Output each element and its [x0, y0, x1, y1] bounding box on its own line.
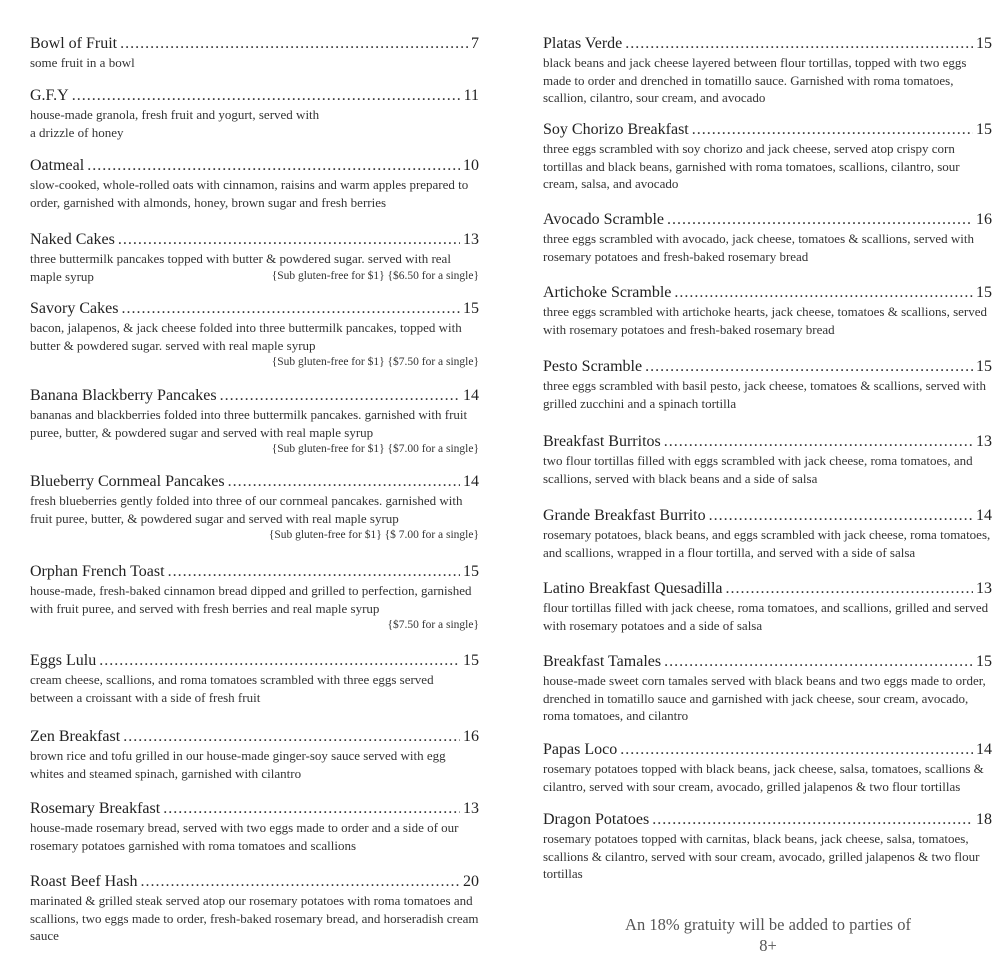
leader-dots — [87, 156, 460, 175]
leader-dots — [645, 357, 973, 376]
leader-dots — [121, 299, 460, 318]
leader-dots — [652, 810, 973, 829]
item-price: 15 — [976, 35, 992, 52]
item-price: 15 — [976, 653, 992, 670]
menu-item — [30, 872, 479, 945]
item-price: 13 — [976, 580, 992, 597]
item-price: 15 — [463, 652, 479, 669]
menu-item — [543, 432, 992, 487]
item-description: rosemary potatoes, black beans, and eggs scrambled with jack cheese, roma tomatoes, and scallions, wrapped in a flour tortilla, and served with a side of salsa — [543, 527, 991, 560]
menu-item — [30, 472, 479, 544]
item-description: three eggs scrambled with artichoke hearts, jack cheese, tomatoes & scallions, served with rosemary potatoes and fresh-baked rosemary bread — [543, 304, 988, 337]
item-note: {$7.50 for a single} — [387, 619, 479, 631]
item-name: Bowl of Fruit — [30, 35, 118, 52]
item-name: Orphan French Toast — [30, 563, 165, 580]
item-description: house-made, fresh-baked cinnamon bread dipped and grilled to perfection, garnished with fruit puree, and served with fresh berries and real maple syrup — [30, 583, 472, 616]
menu-item — [543, 357, 992, 412]
leader-dots — [118, 230, 460, 249]
item-description: three eggs scrambled with basil pesto, jack cheese, tomatoes & scallions, served with grilled zucchini and a spinach tortilla — [543, 378, 986, 411]
leader-dots — [123, 727, 460, 746]
leader-dots — [168, 562, 460, 581]
menu-item — [30, 651, 479, 706]
item-price: 10 — [463, 157, 479, 174]
menu-item — [543, 740, 992, 795]
menu-item — [543, 810, 992, 883]
item-name: Roast Beef Hash — [30, 873, 138, 890]
item-price: 16 — [463, 728, 479, 745]
item-price: 15 — [463, 563, 479, 580]
item-description: three eggs scrambled with soy chorizo and jack cheese, served atop crispy corn tortillas and black beans, garnished with roma tomatoes, scallions, cilantro, sour cream, salsa, and avocado — [543, 141, 960, 191]
item-description: rosemary potatoes topped with carnitas, black beans, jack cheese, salsa, tomatoes, scallions & cilantro, served with sour cream, avocado, grilled jalapenos & two flour tortillas — [543, 831, 980, 881]
item-description: house-made granola, fresh fruit and yogurt, served with a drizzle of honey — [30, 107, 320, 140]
leader-dots — [664, 652, 973, 671]
item-name: Banana Blackberry Pancakes — [30, 387, 217, 404]
item-description: black beans and jack cheese layered between flour tortillas, topped with two eggs made to order and drenched in tomatillo sauce. Garnished with roma tomatoes, scallion, cilantro, sour cream, and avocado — [543, 55, 967, 105]
item-name: Avocado Scramble — [543, 211, 664, 228]
leader-dots — [228, 472, 460, 491]
item-name: Grande Breakfast Burrito — [543, 507, 706, 524]
item-description: some fruit in a bowl — [30, 55, 135, 70]
menu-item — [30, 386, 479, 458]
item-price: 16 — [976, 211, 992, 228]
item-price: 18 — [976, 811, 992, 828]
item-name: Eggs Lulu — [30, 652, 97, 669]
item-note: {Sub gluten-free for $1} {$6.50 for a single} — [271, 270, 479, 282]
leader-dots — [220, 386, 460, 405]
item-name: Breakfast Burritos — [543, 433, 661, 450]
item-price: 15 — [976, 284, 992, 301]
menu-item — [30, 799, 479, 854]
item-description: three buttermilk pancakes topped with butter & powdered sugar. served with real maple syrup — [30, 251, 451, 284]
menu-item — [30, 156, 479, 211]
leader-dots — [692, 120, 973, 139]
item-name: Artichoke Scramble — [543, 284, 672, 301]
item-description: slow-cooked, whole-rolled oats with cinnamon, raisins and warm apples prepared to order, garnished with almonds, honey, brown sugar and fresh berries — [30, 177, 469, 210]
item-name: Oatmeal — [30, 157, 85, 174]
item-description: house-made rosemary bread, served with two eggs made to order and a side of our rosemary potatoes garnished with roma tomatoes and scallions — [30, 820, 459, 853]
item-description: fresh blueberries gently folded into three of our cornmeal pancakes. garnished with fruit puree, butter, & powdered sugar and served with real maple syrup — [30, 493, 463, 526]
leader-dots — [163, 799, 460, 818]
item-note: {Sub gluten-free for $1} {$7.00 for a single} — [271, 443, 479, 455]
item-price: 14 — [463, 473, 479, 490]
item-description: two flour tortillas filled with eggs scrambled with jack cheese, roma tomatoes, and scallions, served with black beans and a side of salsa — [543, 453, 973, 486]
menu-item — [543, 210, 992, 265]
gratuity-notice: An 18% gratuity will be added to parties of 8+ — [625, 915, 911, 955]
leader-dots — [99, 651, 460, 670]
item-name: Pesto Scramble — [543, 358, 643, 375]
item-price: 14 — [463, 387, 479, 404]
item-price: 14 — [976, 741, 992, 758]
item-price: 15 — [976, 121, 992, 138]
item-description: bananas and blackberries folded into three buttermilk pancakes. garnished with fruit puree, butter, & powdered sugar and served with real maple syrup — [30, 407, 468, 440]
item-name: Savory Cakes — [30, 300, 119, 317]
leader-dots — [72, 86, 461, 105]
leader-dots — [674, 283, 973, 302]
leader-dots — [709, 506, 973, 525]
item-name: Platas Verde — [543, 35, 623, 52]
item-note: {Sub gluten-free for $1} {$7.50 for a single} — [271, 356, 479, 368]
item-name: Rosemary Breakfast — [30, 800, 161, 817]
menu-item — [30, 562, 479, 634]
leader-dots — [664, 432, 973, 451]
menu-item — [30, 34, 479, 72]
menu-item — [543, 506, 992, 561]
item-description: house-made sweet corn tamales served with black beans and two eggs made to order, drenched in tomatillo sauce and garnished with jack cheese, sour cream, avocado, roma tomatoes, and cilantro — [543, 673, 986, 723]
item-price: 20 — [463, 873, 479, 890]
item-price: 13 — [463, 231, 479, 248]
item-description: cream cheese, scallions, and roma tomatoes scrambled with three eggs served between a croissant with a side of fresh fruit — [30, 672, 434, 705]
item-name: Naked Cakes — [30, 231, 115, 248]
menu-item — [543, 34, 992, 107]
item-note: {Sub gluten-free for $1} {$ 7.00 for a single} — [268, 529, 479, 541]
item-price: 11 — [463, 87, 479, 104]
leader-dots — [726, 579, 974, 598]
menu-item — [30, 727, 479, 782]
menu-item — [543, 579, 992, 634]
leader-dots — [141, 872, 460, 891]
item-name: G.F.Y — [30, 87, 69, 104]
menu-item — [30, 86, 479, 141]
leader-dots — [120, 34, 468, 53]
item-price: 14 — [976, 507, 992, 524]
item-price: 7 — [471, 35, 479, 52]
item-price: 15 — [976, 358, 992, 375]
item-description: rosemary potatoes topped with black beans, jack cheese, salsa, tomatoes, scallions & cilantro, served with sour cream, avocado, grilled jalapenos & two flour tortillas — [543, 761, 984, 794]
leader-dots — [620, 740, 973, 759]
menu-item — [543, 283, 992, 338]
item-description: brown rice and tofu grilled in our house-made ginger-soy sauce served with egg whites and steamed spinach, garnished with cilantro — [30, 748, 446, 781]
item-description: bacon, jalapenos, & jack cheese folded into three buttermilk pancakes, topped with butter & powdered sugar. served with real maple syrup — [30, 320, 462, 353]
leader-dots — [667, 210, 973, 229]
item-name: Breakfast Tamales — [543, 653, 662, 670]
item-description: three eggs scrambled with avocado, jack cheese, tomatoes & scallions, served with rosemary potatoes and fresh-baked rosemary bread — [543, 231, 975, 264]
leader-dots — [625, 34, 973, 53]
item-name: Blueberry Cornmeal Pancakes — [30, 473, 225, 490]
item-price: 13 — [976, 433, 992, 450]
item-name: Papas Loco — [543, 741, 618, 758]
menu-item — [543, 652, 992, 725]
menu-item — [543, 120, 992, 193]
item-name: Dragon Potatoes — [543, 811, 650, 828]
item-price: 15 — [463, 300, 479, 317]
item-description: flour tortillas filled with jack cheese, roma tomatoes, and scallions, grilled and served with rosemary potatoes and a side of salsa — [543, 600, 989, 633]
item-description: marinated & grilled steak served atop our rosemary potatoes with roma tomatoes and scallions, two eggs made to order, fresh-baked rosemary bread, and horseradish cream sauce — [30, 893, 479, 943]
item-name: Soy Chorizo Breakfast — [543, 121, 689, 138]
menu-item — [30, 230, 479, 285]
menu-item — [30, 299, 479, 371]
item-name: Latino Breakfast Quesadilla — [543, 580, 723, 597]
item-name: Zen Breakfast — [30, 728, 121, 745]
item-price: 13 — [463, 800, 479, 817]
